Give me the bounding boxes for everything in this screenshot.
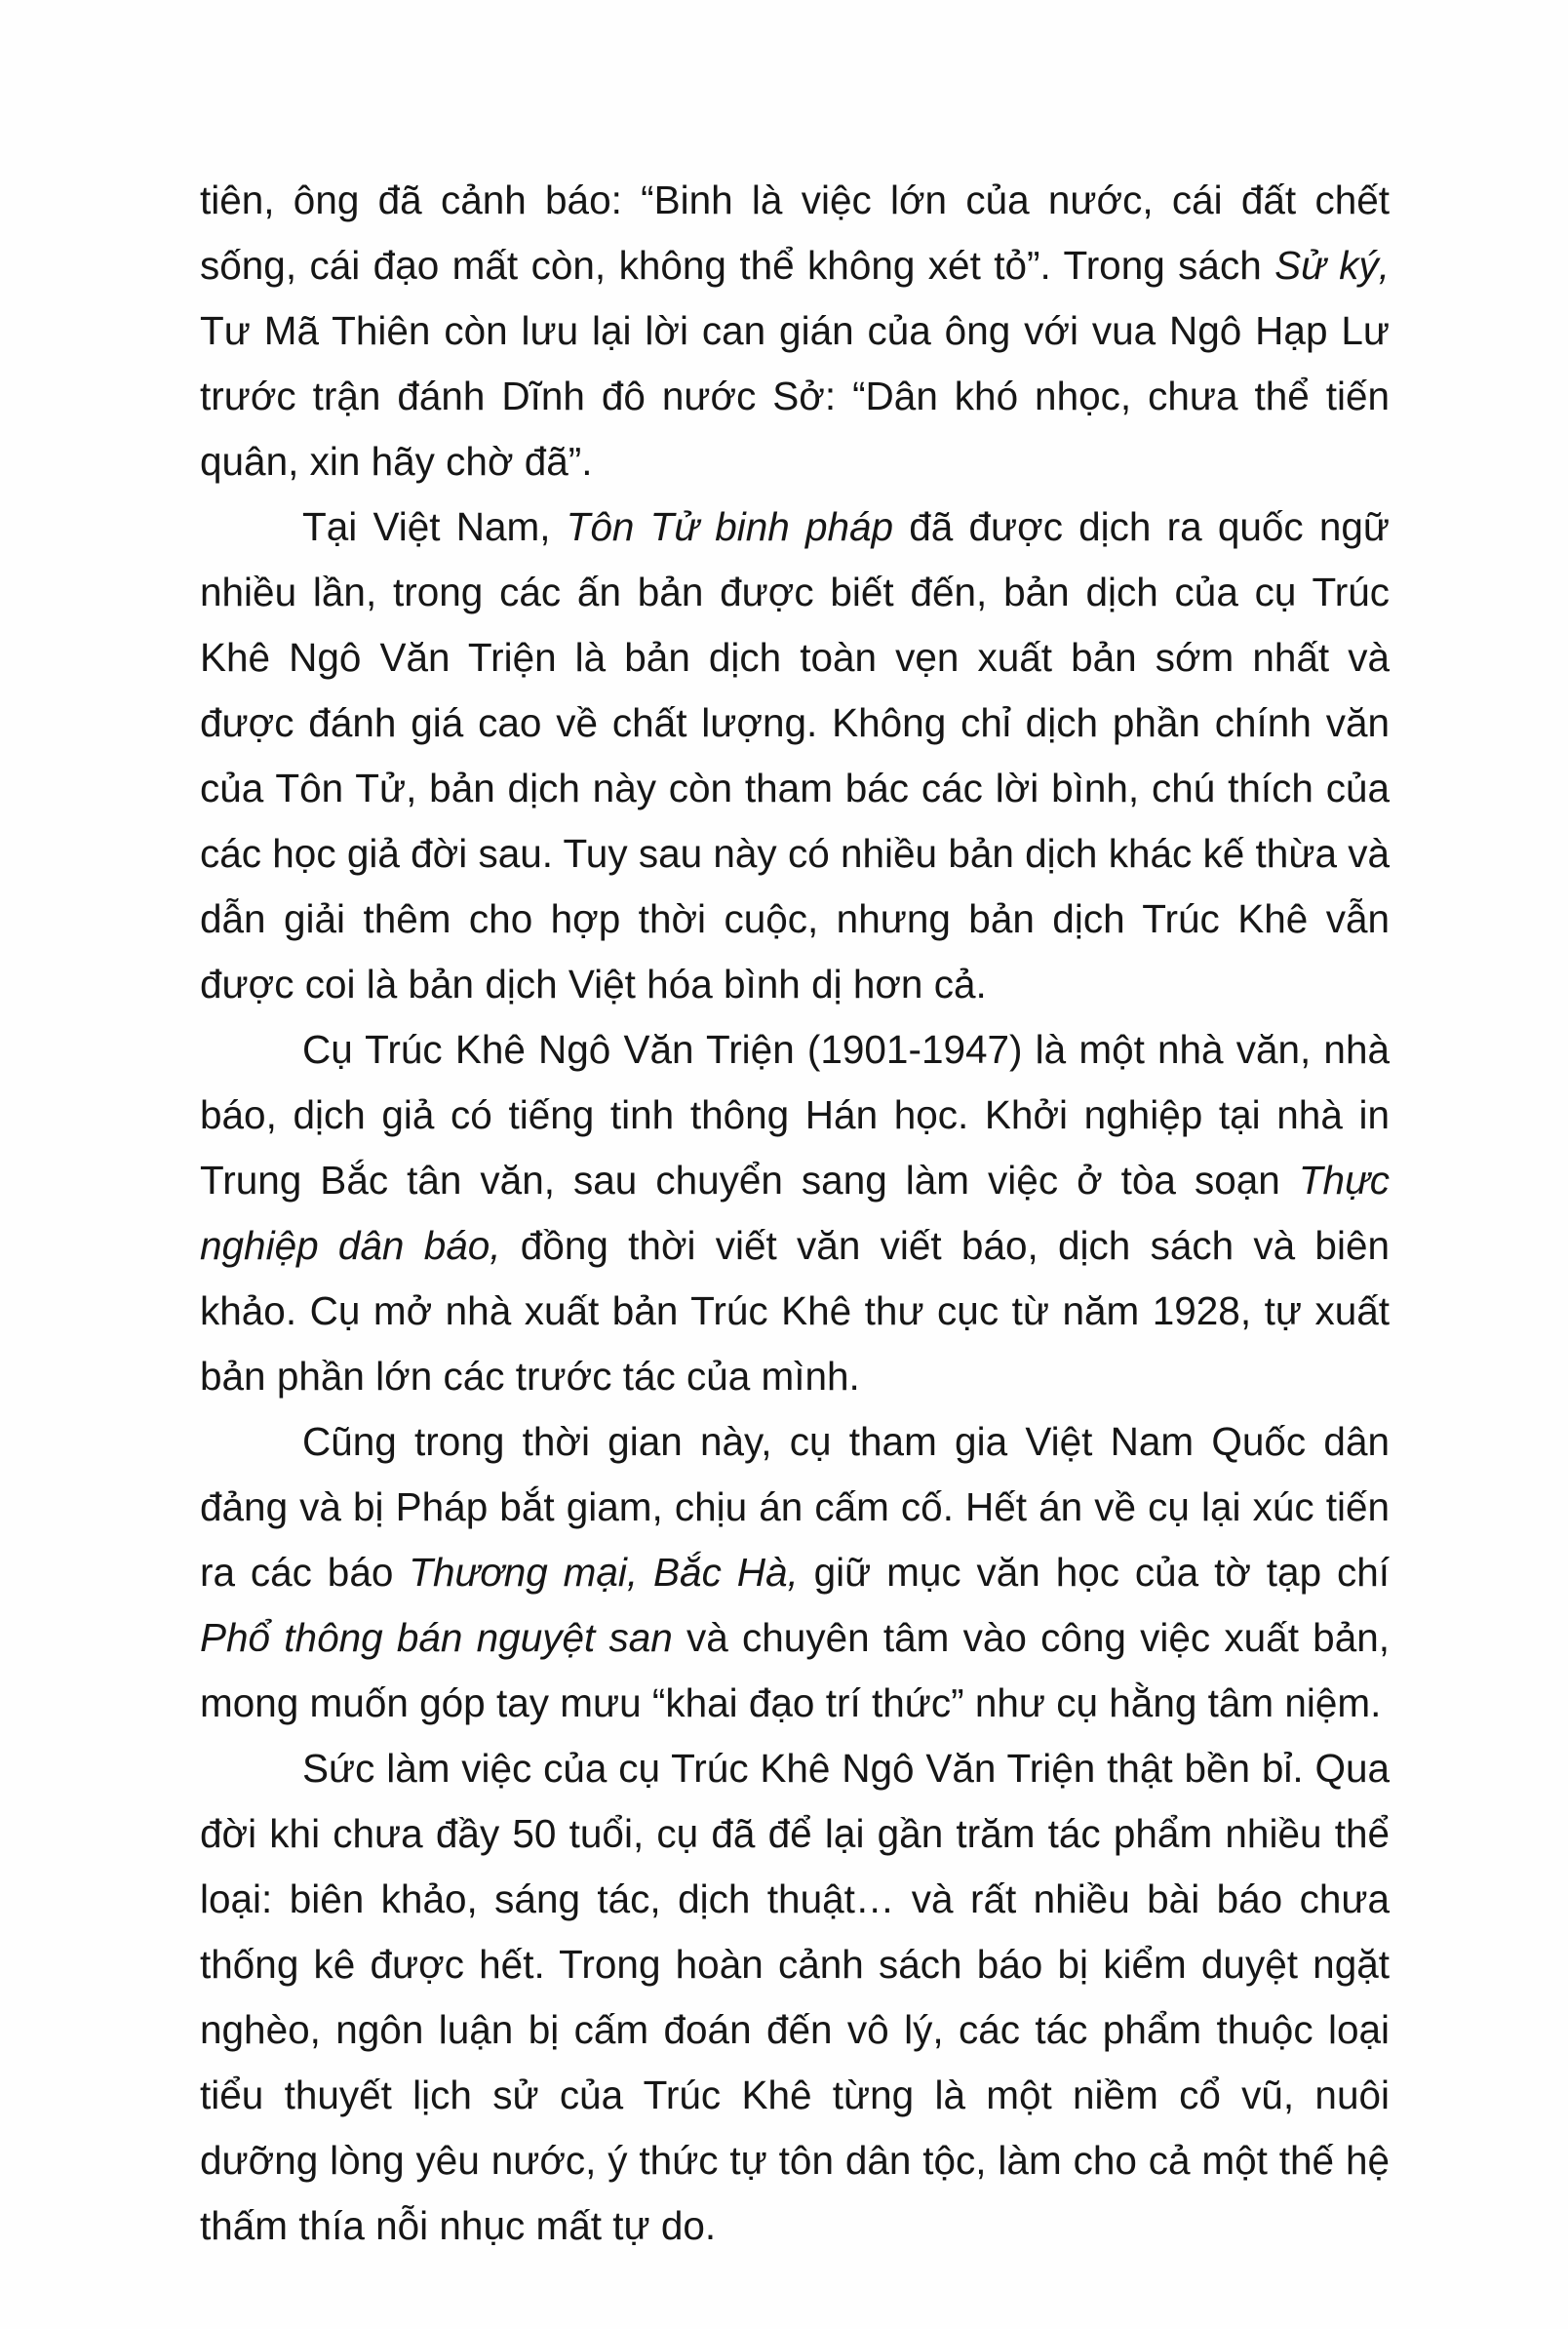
paragraph-2-text-end: đã được dịch ra quốc ngữ nhiều lần, trong các ấn bản được biết đến, bản dịch của cụ Trúc Khê Ngô Văn Triện là bản dịch toàn vẹn xuất bản sớm nhất và được đánh giá cao về chất lượng. Không chỉ dịch phần chính văn của Tôn Tử, bản dịch này còn tham bác các lời bình, chú thích của các học giả đời sau. Tuy sau này có nhiều bản dịch khác kế thừa và dẫn giải thêm cho hợp thời cuộc, nhưng bản dịch Trúc Khê vẫn được coi là bản dịch Việt hóa bình dị hơn cả. [200,504,1391,1007]
book-title-ton-tu-binh-phap: Tôn Tử binh pháp [566,504,894,549]
paragraph-2-text-start: Tại Việt Nam, [302,504,567,549]
magazine-title-pho-thong-ban-nguyet-san: Phổ thông bán nguyệt san [200,1615,673,1660]
paragraph-2 [200,494,1390,1017]
paragraph-1-text-end: Tư Mã Thiên còn lưu lại lời can gián của ông với vua Ngô Hạp Lư trước trận đánh Dĩnh đô nước Sở: “Dân khó nhọc, chưa thể tiến quân, xin hãy chờ đã”. [200,308,1390,484]
paragraph-1-text: tiên, ông đã cảnh báo: “Binh là việc lớn của nước, cái đất chết sống, cái đạo mất còn, không thể không xét tỏ”. Trong sách [200,178,1390,288]
paragraph-4 [200,1409,1390,1736]
paragraph-4-text-start: Cũng trong thời gian này, cụ tham gia Việt Nam Quốc dân đảng và bị Pháp bắt giam, chịu án cấm cố. Hết án về cụ lại xúc tiến ra các báo [200,1419,1390,1595]
paragraph-3-text-start: Cụ Trúc Khê Ngô Văn Triện (1901-1947) là một nhà văn, nhà báo, dịch giả có tiếng tinh thông Hán học. Khởi nghiệp tại nhà in Trung Bắc tân văn, sau chuyển sang làm việc ở tòa soạn [200,1027,1390,1203]
paragraph-3 [200,1017,1390,1409]
book-title-su-ky: Sử ký, [1274,243,1390,288]
paragraph-1 [200,168,1390,494]
paragraph-4-text-middle: giữ mục văn học của tờ tạp chí [798,1550,1391,1595]
paragraph-5-text: Sức làm việc của cụ Trúc Khê Ngô Văn Triện thật bền bỉ. Qua đời khi chưa đầy 50 tuổi, cụ đã để lại gần trăm tác phẩm nhiều thể loại: biên khảo, sáng tác, dịch thuật… và rất nhiều bài báo chưa thống kê được hết. Trong hoàn cảnh sách báo bị kiểm duyệt ngặt nghèo, ngôn luận bị cấm đoán đến vô lý, các tác phẩm thuộc loại tiểu thuyết lịch sử của Trúc Khê từng là một niềm cổ vũ, nuôi dưỡng lòng yêu nước, ý thức tự tôn dân tộc, làm cho cả một thế hệ thấm thía nỗi nhục mất tự do. [200,1746,1390,2248]
newspaper-title-thuc-nghiep-dan-bao: Thực nghiệp dân báo, [200,1158,1390,1268]
body-text [200,168,1390,2259]
paragraph-3-text-end: đồng thời viết văn viết báo, dịch sách và biên khảo. Cụ mở nhà xuất bản Trúc Khê thư cục từ năm 1928, tự xuất bản phần lớn các trước tác của mình. [200,1223,1390,1399]
newspaper-titles-thuong-mai-bac-ha: Thương mại, Bắc Hà, [409,1550,799,1595]
paragraph-5 [200,1736,1390,2259]
paragraph-4-text-end: và chuyên tâm vào công việc xuất bản, mong muốn góp tay mưu “khai đạo trí thức” như cụ hằng tâm niệm. [200,1615,1391,1725]
